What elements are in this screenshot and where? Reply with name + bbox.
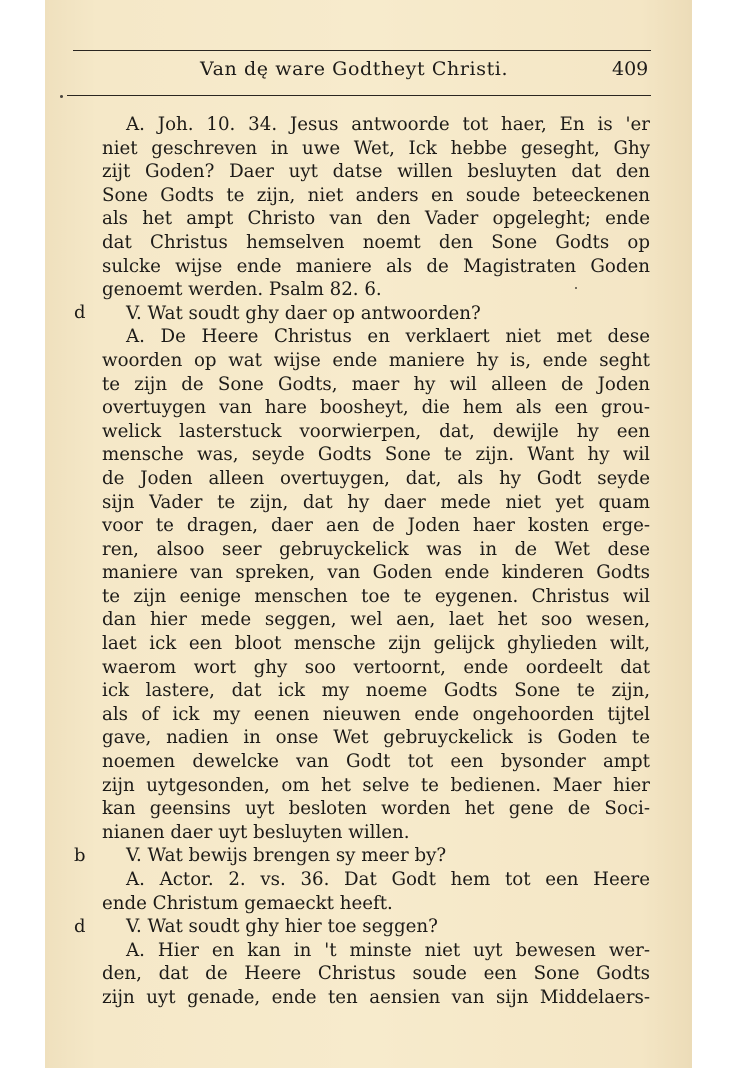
- text-line: te zijn de Sone Godts, maer hy wil alleen de Joden: [102, 373, 650, 395]
- text-line: overtuygen van hare boosheyt, die hem als een grou-: [102, 397, 650, 419]
- text-line: A. De Heere Christus en verklaert niet met dese: [126, 326, 650, 348]
- text-line: genoemt werden. Psalm 82. 6.: [102, 279, 382, 301]
- text-line: Sone Godts te zijn, niet anders en soude beteeckenen: [102, 184, 650, 206]
- header-top-rule: [73, 50, 651, 51]
- text-line: ende Christum gemaeckt heeft.: [102, 892, 393, 914]
- running-header-title: Van dę ware Godtheyt Christi.: [200, 58, 509, 80]
- header-bottom-rule: [67, 95, 651, 96]
- text-line: ick lastere, dat ick my noeme Godts Sone te zijn,: [102, 680, 650, 702]
- text-line: dan hier mede seggen, wel aen, laet het soo wesen,: [102, 609, 650, 631]
- margin-marker: b: [74, 845, 86, 866]
- text-line: V. Wat bewijs brengen sy meer by?: [126, 845, 447, 867]
- text-line: maniere van spreken, van Goden ende kinderen Godts: [102, 562, 650, 584]
- text-line: te zijn eenige menschen toe te eygenen. Christus wil: [102, 585, 650, 607]
- text-line: laet ick een bloot mensche zijn gelijck ghylieden wilt,: [102, 633, 650, 655]
- text-line: woorden op wat wijse ende maniere hy is, ende seght: [102, 349, 650, 371]
- margin-marker: d: [74, 916, 86, 937]
- text-line: noemen dewelcke van Godt tot een bysonder ampt: [102, 751, 650, 773]
- text-line: sulcke wijse ende maniere als de Magistraten Goden: [102, 255, 650, 277]
- text-line: gave, nadien in onse Wet gebruyckelick is Goden te: [102, 727, 650, 749]
- text-line: voor te dragen, daer aen de Joden haer kosten erge-: [102, 515, 650, 537]
- text-line: welick lasterstuck voorwierpen, dat, dewijle hy een: [102, 420, 650, 442]
- text-line: als of ick my eenen nieuwen ende ongehoorden tijtel: [102, 703, 650, 725]
- text-line: de Joden alleen overtuygen, dat, als hy Godt seyde: [102, 467, 650, 489]
- text-line: sijn Vader te zijn, dat hy daer mede niet yet quam: [102, 491, 650, 513]
- text-line: waerom wort ghy soo vertoornt, ende oordeelt dat: [102, 656, 650, 678]
- text-line: dat Christus hemselven noemt den Sone Godts op: [102, 231, 650, 253]
- text-line: zijt Goden? Daer uyt datse willen besluyten dat den: [102, 161, 650, 183]
- page-number: 409: [612, 58, 649, 80]
- ink-speck: [60, 95, 63, 98]
- text-line: niet geschreven in uwe Wet, Ick hebbe geseght, Ghy: [102, 137, 650, 159]
- margin-marker: d: [74, 302, 86, 323]
- text-line: ren, alsoo seer gebruyckelick was in de Wet dese: [102, 538, 650, 560]
- text-line: den, dat de Heere Christus soude een Sone Godts: [102, 963, 650, 985]
- text-line: als het ampt Christo van den Vader opgeleght; ende: [102, 208, 650, 230]
- text-line: A. Joh. 10. 34. Jesus antwoorde tot haer, En is 'er: [126, 114, 650, 135]
- text-line: kan geensins uyt besloten worden het gene de Soci-: [102, 798, 650, 820]
- text-line: zijn uyt genade, ende ten aensien van sijn Middelaers-: [102, 986, 650, 1008]
- text-line: A. Actor. 2. vs. 36. Dat Godt hem tot een Heere: [126, 869, 650, 890]
- text-line: mensche was, seyde Godts Sone te zijn. Want hy wil: [102, 444, 650, 466]
- text-line: nianen daer uyt besluyten willen.: [102, 821, 410, 843]
- text-line: V. Wat soudt ghy hier toe seggen?: [126, 916, 438, 938]
- text-line: A. Hier en kan in 't minste niet uyt bewesen wer-: [126, 939, 650, 961]
- text-line: V. Wat soudt ghy daer op antwoorden?: [126, 302, 481, 324]
- text-line: zijn uytgesonden, om het selve te bedienen. Maer hier: [102, 774, 650, 796]
- body-text: [102, 113, 650, 1010]
